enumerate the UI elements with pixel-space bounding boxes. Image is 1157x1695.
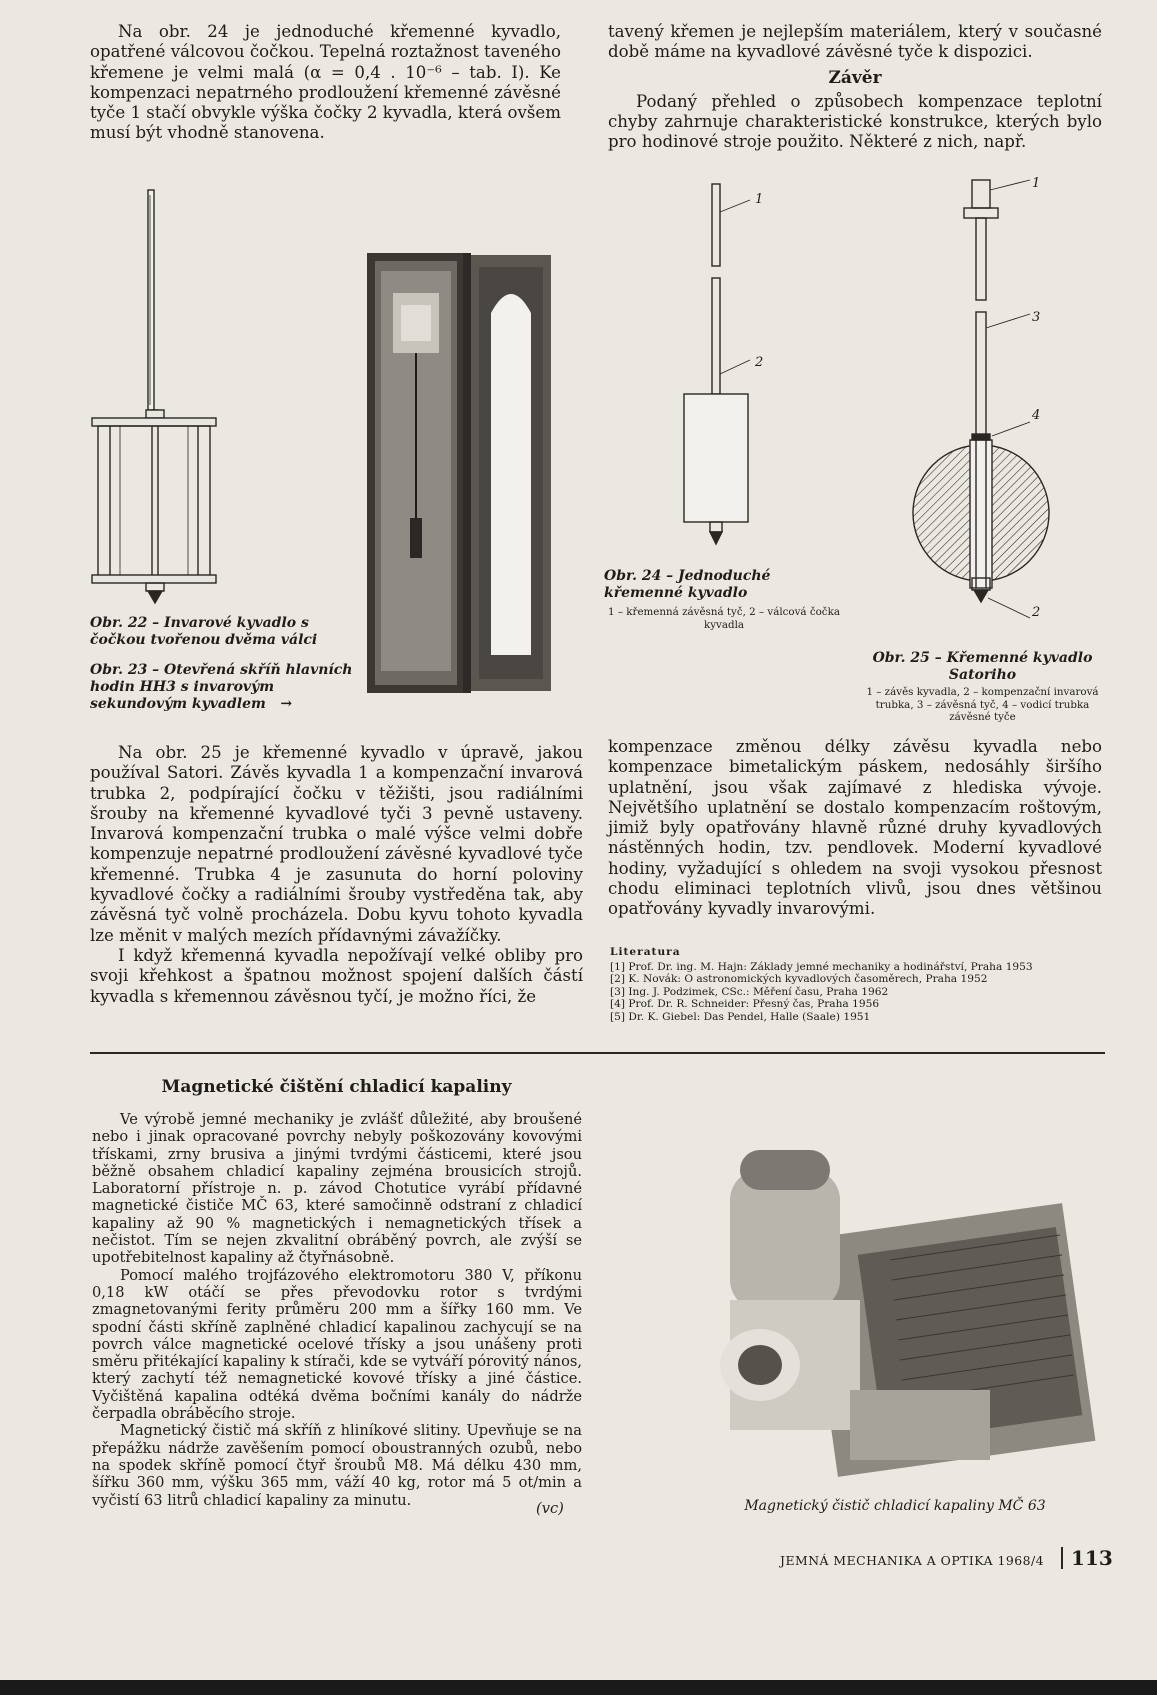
fig25-label-1: 1 (1032, 176, 1041, 191)
scan-bottom-edge (0, 1680, 1157, 1695)
references-title: Literatura (610, 946, 681, 958)
article2-signature: (vc) (536, 1500, 564, 1517)
fig24-label-2: 2 (755, 355, 764, 370)
fig22-caption: Obr. 22 – Invarové kyvadlo s čočkou tvořenou dvěma válci (90, 615, 318, 648)
right-column-top: tavený křemen je nejlepším materiálem, který v současné době máme na kyvadlové závěsné tyče k dispozici. Závěr Podaný přehled o způsobech kompenzace teplotní chyby zahrnuje charakteristické konstrukce, kterých bylo pro hodinové stroje použito. Některé z nich, např. (608, 22, 1102, 152)
reference-item: [3] Ing. J. Podzimek, CSc.: Měření času, Praha 1962 (610, 985, 889, 998)
fig25-caption: Obr. 25 – Křemenné kyvadlo Satoriho (872, 650, 1093, 683)
journal-footer: JEMNÁ MECHANIKA A OPTIKA 1968/4 (780, 1553, 1045, 1568)
left-para-1: Na obr. 24 je jednoduché křemenné kyvadlo, opatřené válcovou čočkou. Tepelná roztažnost taveného křemene je velmi malá (α = 0,4 . 10⁻⁶ – tab. I). Ke kompenzaci nepatrného prodloužení křemenné závěsné tyče 1 stačí obvykle výška čočky 2 kyvadla, která ovšem musí být vhodně stanovena. (90, 22, 562, 143)
fig24-label-1: 1 (755, 192, 764, 207)
fig23-clock-cabinet-photo (367, 253, 552, 693)
fig24-quartz-pendulum-drawing (680, 182, 780, 552)
fig25-label-3: 3 (1032, 310, 1041, 325)
article2-title: Magnetické čištění chladicí kapaliny (161, 1077, 512, 1097)
reference-item: [2] K. Novák: O astronomických kyvadlových časoměrech, Praha 1952 (610, 973, 988, 986)
references (610, 946, 1105, 1024)
footer-divider (1061, 1547, 1063, 1569)
reference-item: [5] Dr. K. Giebel: Das Pendel, Halle (Saale) 1951 (610, 1010, 871, 1023)
fig24-caption: Obr. 24 – Jednoduché křemenné kyvadlo (604, 568, 771, 601)
conclusion-heading: Závěr (828, 67, 882, 88)
page-number: 113 (1071, 1546, 1113, 1570)
magnetic-cleaner-photo (700, 1150, 1090, 1490)
fig22-invar-pendulum-drawing (90, 185, 240, 605)
left-column-lower: Na obr. 25 je křemenné kyvadlo v úpravě, jakou používal Satori. Závěs kyvadla 1 a kompenzační invarová trubka 2, podpírající čočku v těžišti, jsou radiálními šrouby na křemenné kyvadlové tyči 3 pevně ustaveny. Invarová kompenzační trubka o malé výšce velmi dobře kompenzuje nepatrné prodloužení závěsné kyvadlové tyče křemenné. Trubka 4 je zasunuta do horní poloviny kyvadlové čočky a radiálními šrouby vystředěna tak, aby závěsná tyč volně procházela. Dobu kyvu tohoto kyvadla lze měnit v malých mezích přídavnými závažíčky. I když křemenná kyvadla nepožívají velké obliby pro svoji křehkost a špatnou možnost spojení dalších částí kyvadla s křemennou závěsnou tyčí, je možno říci, že (90, 743, 583, 1006)
arrow-right-icon: → (270, 696, 293, 712)
photo-caption: Magnetický čistič chladicí kapaliny MČ 63 (744, 1498, 1046, 1514)
fig23-caption: Obr. 23 – Otevřená skříň hlavních hodin HH3 s invarovým sekundovým kyvadlem → (90, 662, 353, 712)
article-separator (90, 1052, 1105, 1054)
article2-body: Ve výrobě jemné mechaniky je zvlášť důležité, aby broušené nebo i jinak opracované povrchy nebyly poškozovány kovovými třískami, zrny brusiva a jinými tvrdými částicemi, které jsou běžně obsahem chladicí kapaliny zejména brousicích strojů. Laboratorní přístroje n. p. závod Chotutice vyrábí přídavné magnetické čističe MČ 63, které samočinně odstraní z chladicí kapaliny až 90 % magnetických i nemagnetických třísek a nečistot. Tím se nejen zkvalitní obráběný povrch, ale zvýší se upotřebitelnost kapaliny až čtyřnásobně. Pomocí malého trojfázového elektromotoru 380 V, příkonu 0,18 kW otáčí se přes převodovku rotor s tvrdými zmagnetovanými ferity průměru 200 mm a šířky 160 mm. Ve spodní části skříně zaplněné chladicí kapalinou zachycují se na povrch válce magnetické ocelové třísky a jsou unášeny proti směru přitékající kapaliny k stírači, kde se vytváří pórovitý nános, který zachytí též nemagnetické kovové třísky a jiné částice. Vyčištěná kapalina odtéká dvěma bočními kanály do nádrže čerpadla obráběcího stroje. Magnetický čistič má skříň z hliníkové slitiny. Upevňuje se na přepážku nádrže zavěšením pomocí oboustranných ozubů, nebo na spodek skříně pomocí čtyř šroubů M8. Má délku 430 mm, šířku 360 mm, výšku 365 mm, váží 40 kg, rotor má 5 ot/min a vyčistí 63 litrů chladicí kapaliny za minutu. (92, 1111, 582, 1509)
fig24-legend: 1 – křemenná závěsná tyč, 2 – válcová čočka kyvadla (608, 606, 840, 631)
right-column-lower: kompenzace změnou délky závěsu kyvadla nebo kompenzace bimetalickým páskem, nedosáhly širšího uplatnění, jsou však zajímavé z hlediska vývoje. Největšího uplatnění se dostalo kompenzacím roštovým, jimiž byly opatřovány hlavně různé druhy kyvadlových nástěnných hodin, tzv. pendlovek. Moderní kyvadlové hodiny, vyžadující s ohledem na svoji vysokou přesnost chodu eliminaci teplotních vlivů, jsou dnes většinou opatřovány kyvadly invarovými. (608, 737, 1102, 919)
fig25-label-2: 2 (1032, 605, 1041, 620)
reference-item: [4] Prof. Dr. R. Schneider: Přesný čas, Praha 1956 (610, 998, 880, 1011)
reference-item: [1] Prof. Dr. ing. M. Hajn: Základy jemné mechaniky a hodinářství, Praha 1953 (610, 960, 1033, 973)
fig25-label-4: 4 (1032, 408, 1041, 423)
fig25-legend: 1 – závěs kyvadla, 2 – kompenzační invarová trubka, 3 – závěsná tyč, 4 – vodicí trubka závěsné tyče (866, 686, 1099, 723)
